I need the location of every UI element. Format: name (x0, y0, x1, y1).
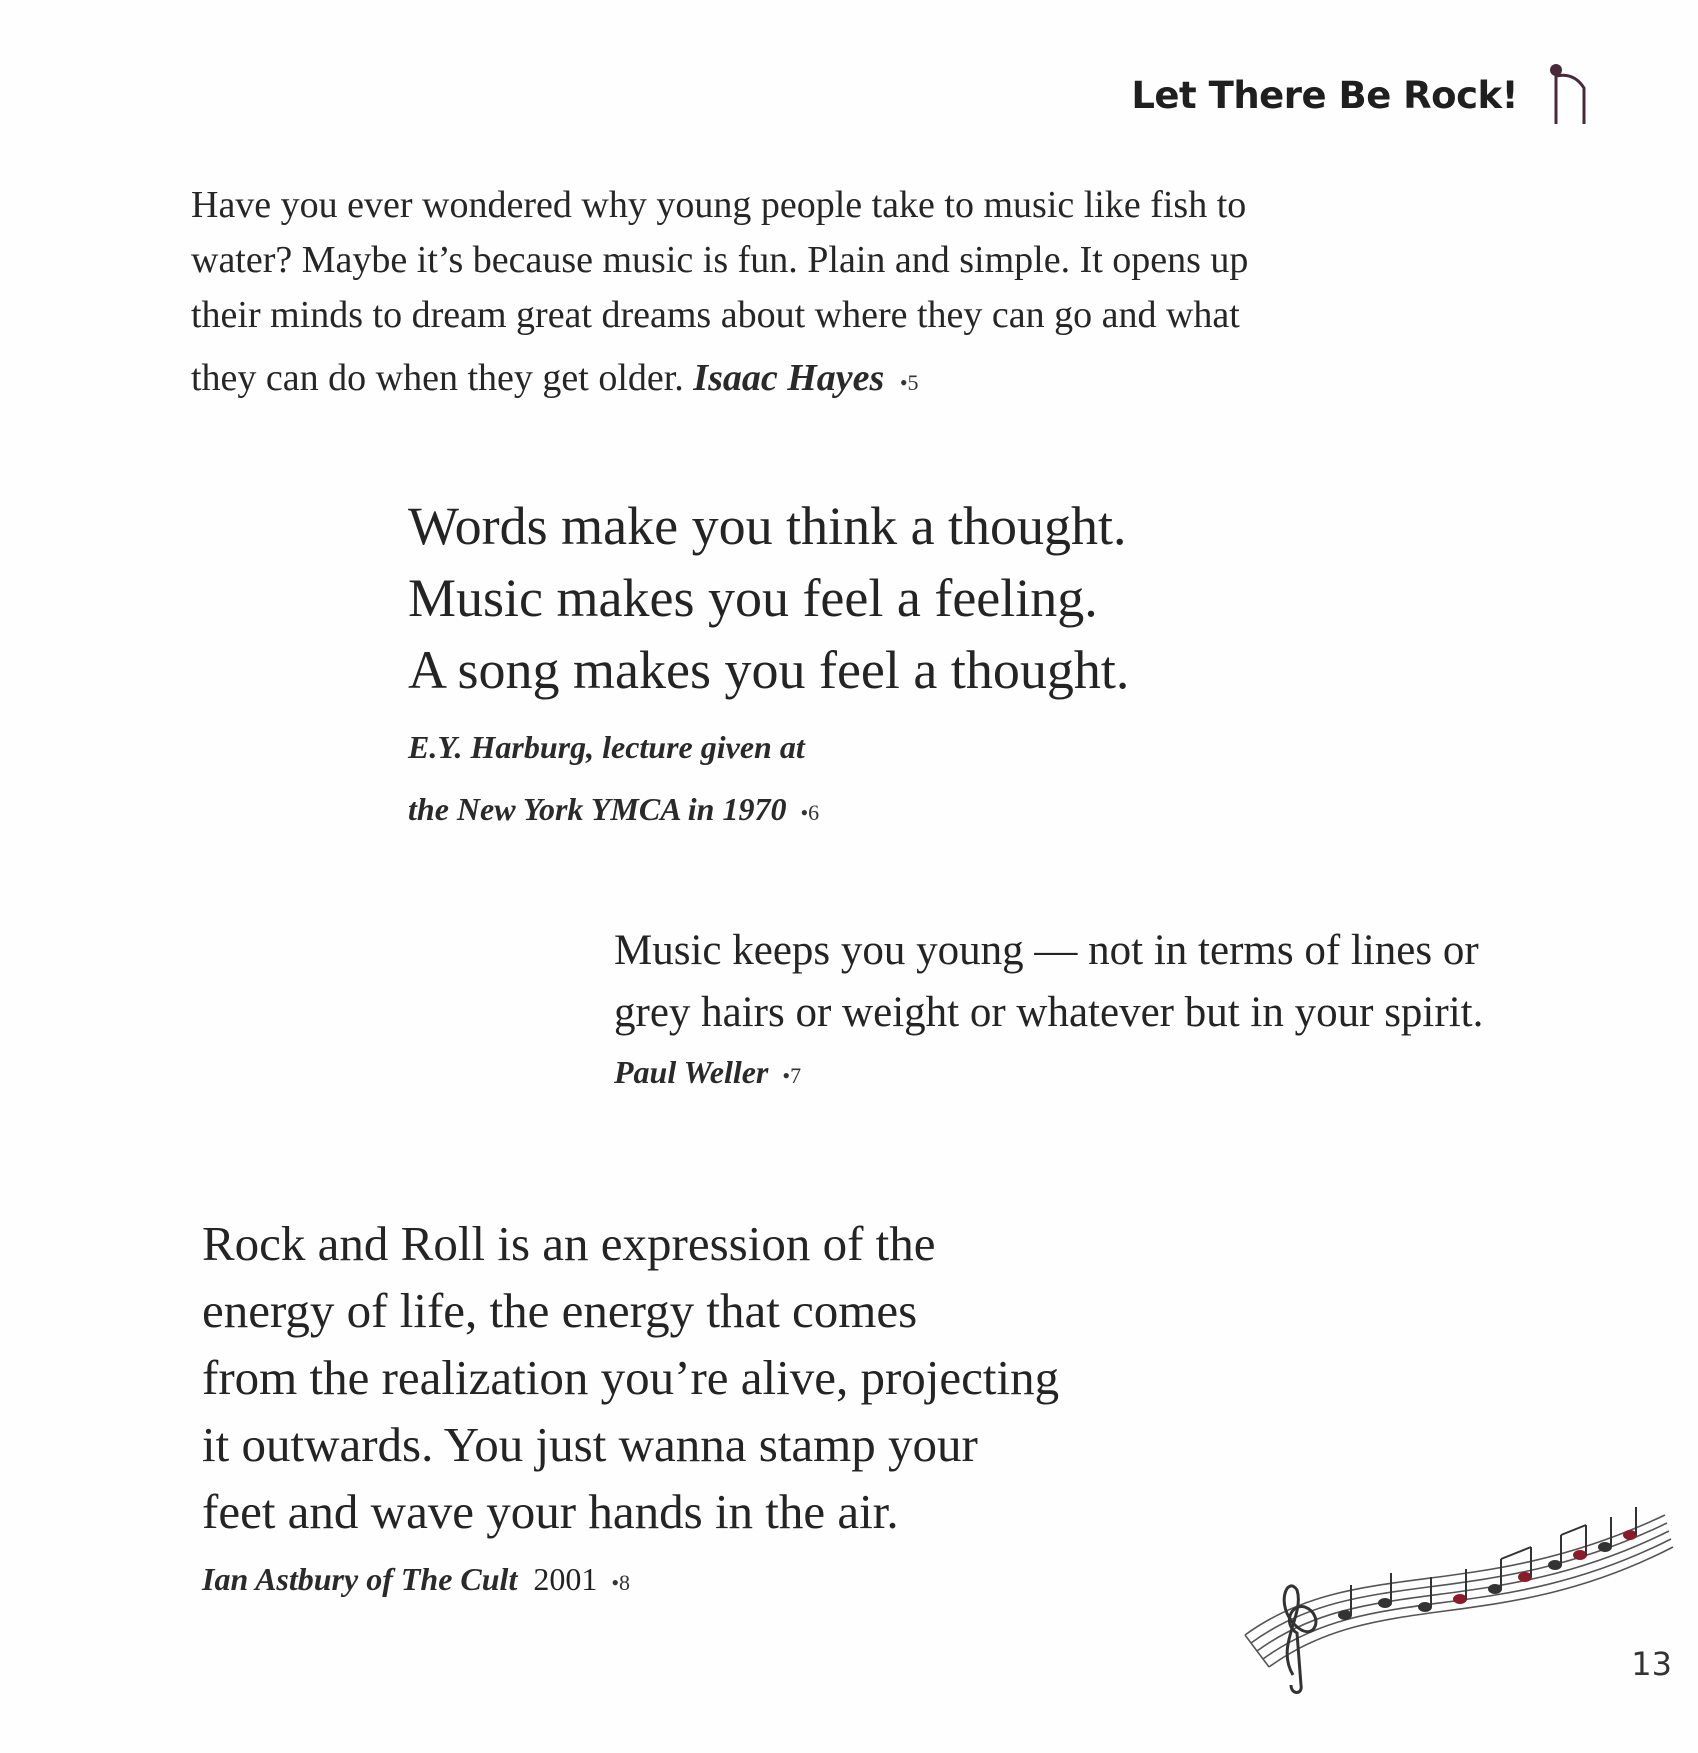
quote-line: grey hairs or weight or whatever but in your spirit. (614, 989, 1484, 1036)
quote-paul-weller (614, 920, 1664, 1102)
page-number: 13 (1631, 1645, 1672, 1683)
quote-source-last-line (408, 778, 1308, 844)
quote-line: it outwards. You just wanna stamp your (202, 1417, 978, 1472)
quote-source-line: E.Y. Harburg, lecture given at (408, 729, 805, 765)
quote-line: their minds to dream great dreams about where they can go and what (191, 294, 1240, 336)
quote-ian-astbury (202, 1210, 1202, 1611)
quote-isaac-hayes (191, 178, 1431, 410)
footnote-marker: •6 (800, 800, 820, 825)
quote-line: Music makes you feel a feeling. (408, 568, 1098, 628)
quote-line: Have you ever wondered why young people take to music like fish to (191, 184, 1247, 226)
quote-line: they can do when they get older. (191, 357, 684, 399)
quote-author: Ian Astbury of The Cult (202, 1561, 518, 1597)
quote-line: Rock and Roll is an expression of the (202, 1216, 936, 1271)
quote-line: feet and wave your hands in the air. (202, 1484, 899, 1539)
music-staff-icon (1235, 1495, 1675, 1695)
quote-harburg (408, 490, 1308, 844)
footnote-marker: •8 (611, 1570, 631, 1595)
quote-line: A song makes you feel a thought. (408, 640, 1130, 700)
quote-last-line (191, 351, 1431, 410)
music-note-icon (1546, 62, 1594, 128)
quote-line: Music keeps you young — not in terms of lines or (614, 927, 1479, 974)
footnote-marker: •5 (899, 370, 919, 395)
quote-line: water? Maybe it’s because music is fun. Plain and simple. It opens up (191, 239, 1249, 281)
quote-line: from the realization you’re alive, projecting (202, 1350, 1060, 1405)
chapter-title: Let There Be Rock! (1131, 73, 1518, 117)
quote-line: Words make you think a thought. (408, 496, 1127, 556)
quote-source (202, 1551, 1202, 1611)
quote-source (614, 1046, 1664, 1102)
quote-line: energy of life, the energy that comes (202, 1283, 918, 1338)
quote-author: Paul Weller (614, 1054, 769, 1090)
quote-source-line: the New York YMCA in 1970 (408, 791, 787, 827)
footnote-marker: •7 (782, 1063, 802, 1088)
quote-year: 2001 (533, 1561, 598, 1597)
running-header (1131, 62, 1594, 128)
quote-author: Isaac Hayes (693, 357, 885, 399)
